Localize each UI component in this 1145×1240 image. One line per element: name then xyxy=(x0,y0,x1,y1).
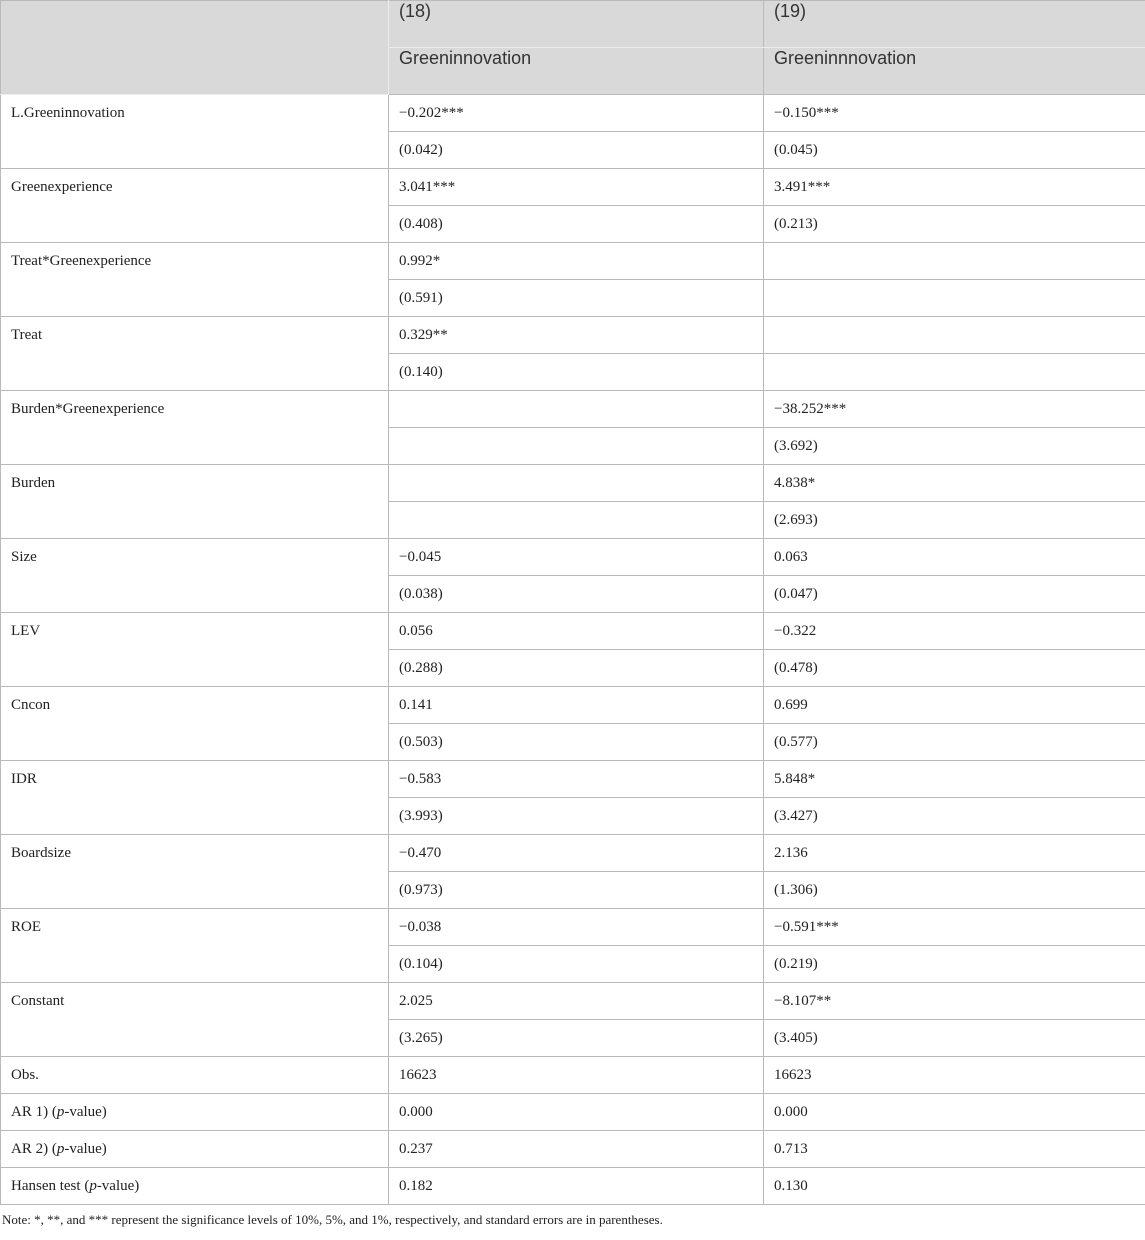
table-row xyxy=(1,169,1145,206)
se-cell: (0.038) xyxy=(389,576,764,613)
coef-cell: −0.150*** xyxy=(764,95,1145,132)
se-cell: (3.265) xyxy=(389,1020,764,1057)
stat-cell: 0.237 xyxy=(389,1131,764,1168)
se-cell: (0.042) xyxy=(389,132,764,169)
table-row xyxy=(1,95,1145,132)
coef-cell: 0.329** xyxy=(389,317,764,354)
se-cell: (0.045) xyxy=(764,132,1145,169)
se-cell: (2.693) xyxy=(764,502,1145,539)
coef-cell: 2.136 xyxy=(764,835,1145,872)
row-label: Constant xyxy=(1,983,389,1057)
se-cell: (0.478) xyxy=(764,650,1145,687)
coef-cell: −8.107** xyxy=(764,983,1145,1020)
se-cell xyxy=(764,354,1145,391)
table-header xyxy=(1,1,1145,95)
se-cell: (0.213) xyxy=(764,206,1145,243)
stat-cell: 16623 xyxy=(389,1057,764,1094)
table-row xyxy=(1,465,1145,502)
col2-number: (19) xyxy=(764,1,1145,48)
col1-dependent-variable: Greeninnovation xyxy=(389,48,764,95)
row-label: Size xyxy=(1,539,389,613)
table-row xyxy=(1,1131,1145,1168)
se-cell: (3.993) xyxy=(389,798,764,835)
table-row xyxy=(1,613,1145,650)
stat-cell: 0.713 xyxy=(764,1131,1145,1168)
stat-cell: 0.182 xyxy=(389,1168,764,1205)
table-row xyxy=(1,909,1145,946)
row-label: ROE xyxy=(1,909,389,983)
table-row xyxy=(1,1168,1145,1205)
coef-cell: 0.063 xyxy=(764,539,1145,576)
table-row xyxy=(1,761,1145,798)
col1-number: (18) xyxy=(389,1,764,48)
table-body xyxy=(1,95,1145,1205)
coef-cell: 5.848* xyxy=(764,761,1145,798)
table-row xyxy=(1,983,1145,1020)
row-label: IDR xyxy=(1,761,389,835)
se-cell: (0.047) xyxy=(764,576,1145,613)
table-row xyxy=(1,687,1145,724)
table-row xyxy=(1,317,1145,354)
row-label: AR 2) (p-value) xyxy=(1,1131,389,1168)
coef-cell xyxy=(389,465,764,502)
se-cell: (3.405) xyxy=(764,1020,1145,1057)
stat-cell: 0.130 xyxy=(764,1168,1145,1205)
stat-cell: 0.000 xyxy=(764,1094,1145,1131)
row-label: Cncon xyxy=(1,687,389,761)
se-cell: (0.408) xyxy=(389,206,764,243)
se-cell: (1.306) xyxy=(764,872,1145,909)
row-label: LEV xyxy=(1,613,389,687)
se-cell: (0.288) xyxy=(389,650,764,687)
se-cell xyxy=(389,502,764,539)
coef-cell: 4.838* xyxy=(764,465,1145,502)
row-label: AR 1) (p-value) xyxy=(1,1094,389,1131)
row-label: Burden xyxy=(1,465,389,539)
coef-cell: 0.141 xyxy=(389,687,764,724)
coef-cell: 0.056 xyxy=(389,613,764,650)
row-label: Obs. xyxy=(1,1057,389,1094)
row-label: Treat*Greenexperience xyxy=(1,243,389,317)
row-label: L.Greeninnovation xyxy=(1,95,389,169)
se-cell: (0.503) xyxy=(389,724,764,761)
table-row xyxy=(1,243,1145,280)
table-row xyxy=(1,835,1145,872)
coef-cell: −0.045 xyxy=(389,539,764,576)
coef-cell: 0.699 xyxy=(764,687,1145,724)
coef-cell: −0.583 xyxy=(389,761,764,798)
table-row xyxy=(1,1057,1145,1094)
coef-cell: −0.202*** xyxy=(389,95,764,132)
coef-cell: −0.038 xyxy=(389,909,764,946)
row-label: Treat xyxy=(1,317,389,391)
coef-cell: 3.041*** xyxy=(389,169,764,206)
col2-dependent-variable: Greeninnnovation xyxy=(764,48,1145,95)
row-label: Hansen test (p-value) xyxy=(1,1168,389,1205)
se-cell: (3.692) xyxy=(764,428,1145,465)
se-cell: (0.140) xyxy=(389,354,764,391)
coef-cell: 3.491*** xyxy=(764,169,1145,206)
header-blank-cell xyxy=(1,1,389,95)
se-cell: (0.973) xyxy=(389,872,764,909)
row-label: Greenexperience xyxy=(1,169,389,243)
table-row xyxy=(1,391,1145,428)
table-row xyxy=(1,1094,1145,1131)
table-row xyxy=(1,539,1145,576)
table-note: Note: *, **, and *** represent the significance levels of 10%, 5%, and 1%, respectively, and standard errors are in parentheses. xyxy=(2,1212,663,1227)
se-cell: (0.577) xyxy=(764,724,1145,761)
coef-cell xyxy=(389,391,764,428)
se-cell: (0.219) xyxy=(764,946,1145,983)
coef-cell: −0.591*** xyxy=(764,909,1145,946)
stat-cell: 16623 xyxy=(764,1057,1145,1094)
coef-cell: −0.322 xyxy=(764,613,1145,650)
se-cell xyxy=(764,280,1145,317)
se-cell: (0.591) xyxy=(389,280,764,317)
row-label: Boardsize xyxy=(1,835,389,909)
coef-cell: 0.992* xyxy=(389,243,764,280)
se-cell: (3.427) xyxy=(764,798,1145,835)
se-cell xyxy=(389,428,764,465)
coef-cell xyxy=(764,317,1145,354)
coef-cell xyxy=(764,243,1145,280)
coef-cell: 2.025 xyxy=(389,983,764,1020)
stat-cell: 0.000 xyxy=(389,1094,764,1131)
row-label: Burden*Greenexperience xyxy=(1,391,389,465)
se-cell: (0.104) xyxy=(389,946,764,983)
coef-cell: −38.252*** xyxy=(764,391,1145,428)
coef-cell: −0.470 xyxy=(389,835,764,872)
